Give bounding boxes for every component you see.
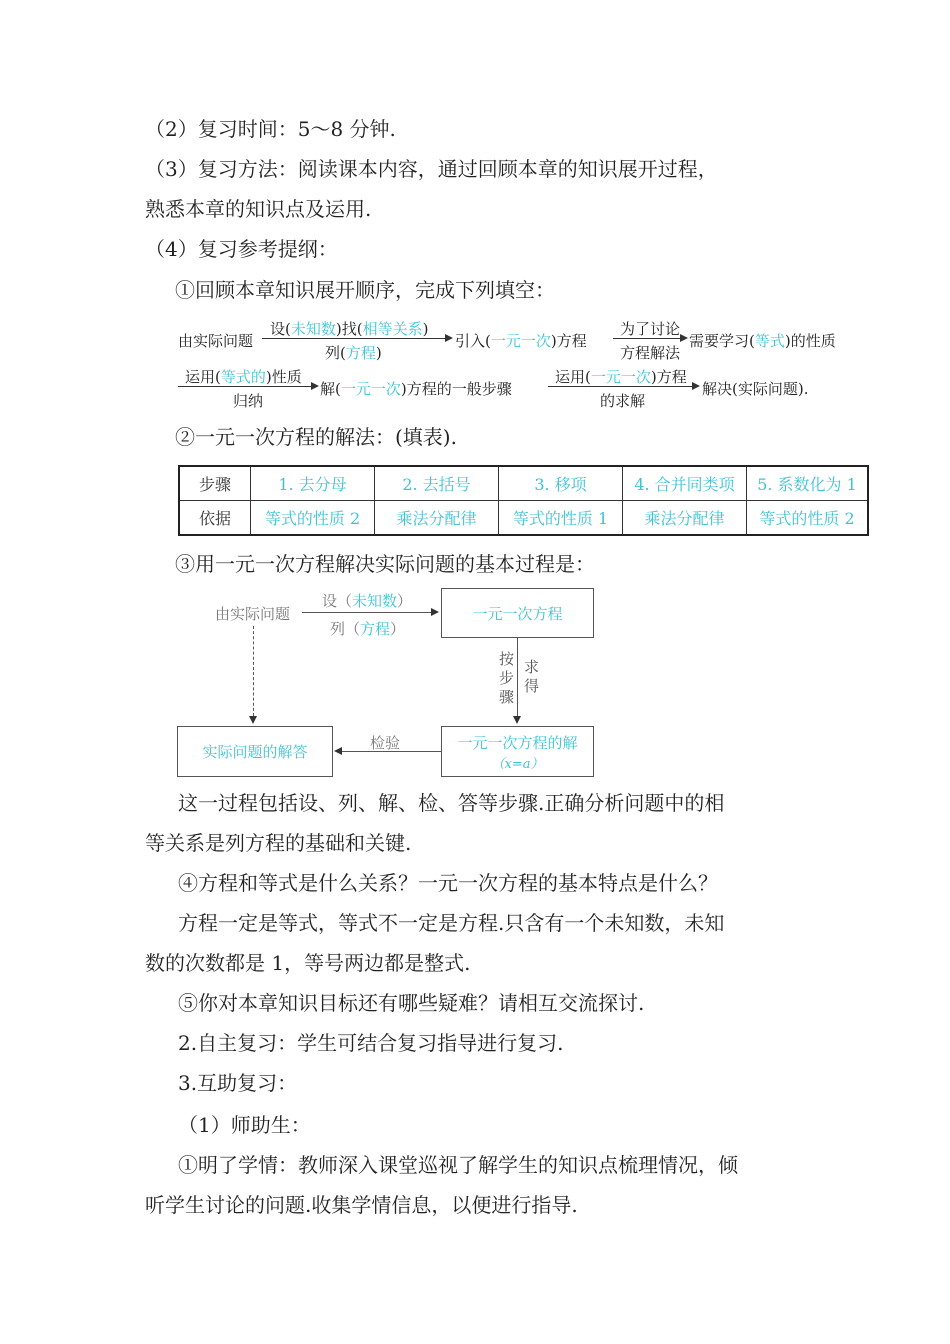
solving-steps-table (178, 465, 869, 536)
flow1-arrow2-bottom: 方程解法 (620, 344, 681, 362)
flow1-arrow3-top: 运用(等式的)性质 (185, 368, 302, 386)
flow2-arrow1-line (302, 612, 432, 613)
flow2-down-head (513, 716, 521, 724)
text-line-2: （3）复习方法：阅读课本内容，通过回顾本章的知识展开过程， (145, 157, 718, 181)
flow2-box-answer: 实际问题的解答 (177, 726, 333, 777)
flow2-dashed-head (249, 716, 257, 724)
text-line-16: （1）师助生： (178, 1113, 311, 1137)
text-line-11: 方程一定是等式，等式不一定是方程.只含有一个未知数，未知 (178, 911, 725, 935)
table-header-steps: 步骤 (179, 466, 251, 501)
table-row (179, 501, 868, 536)
flow1-arrow1-line (262, 338, 446, 339)
table-cell: 3. 移项 (499, 466, 623, 501)
flow2-check-head (334, 747, 342, 755)
flow2-down-left-label: 按步骤 (499, 650, 515, 706)
flow1-arrow4-line (548, 386, 693, 387)
flow2-down-right-label: 求得 (524, 658, 540, 695)
flow1-arrow2-top: 为了讨论 (620, 320, 681, 338)
flow1-arrow1-bottom: 列(方程) (325, 344, 382, 362)
flow2-box-equation: 一元一次方程 (441, 588, 594, 638)
table-cell: 等式的性质 2 (251, 501, 375, 536)
text-line-3: 熟悉本章的知识点及运用. (145, 197, 372, 221)
text-line-4: （4）复习参考提纲： (145, 237, 338, 261)
text-line-10: ④方程和等式是什么关系？一元一次方程的基本特点是什么？ (178, 871, 718, 895)
flow1-node4: 解(一元一次)方程的一般步骤 (320, 380, 512, 398)
flow1-arrow2-head (680, 334, 688, 342)
table-cell: 等式的性质 1 (499, 501, 623, 536)
text-line-8: 这一过程包括设、列、解、检、答等步骤.正确分析问题中的相 (178, 791, 725, 815)
table-cell: 等式的性质 2 (747, 501, 869, 536)
flow1-node5: 解决(实际问题). (702, 380, 809, 398)
table-cell: 乘法分配律 (623, 501, 747, 536)
flow1-arrow3-head (311, 382, 319, 390)
flow2-box-solution: 一元一次方程的解 （x=a） (441, 726, 594, 777)
flow1-arrow4-head (692, 382, 700, 390)
flow2-down-line (517, 638, 518, 718)
table-cell: 乘法分配律 (375, 501, 499, 536)
table-cell: 4. 合并同类项 (623, 466, 747, 501)
text-line-14: 2.自主复习：学生可结合复习指导进行复习. (178, 1031, 564, 1055)
text-line-9: 等关系是列方程的基础和关键. (145, 831, 412, 855)
text-line-13: ⑤你对本章知识目标还有哪些疑难？请相互交流探讨. (178, 991, 645, 1015)
table-cell: 5. 系数化为 1 (747, 466, 869, 501)
flow1-arrow3-bottom: 归纳 (233, 392, 264, 410)
flow1-arrow4-bottom: 的求解 (600, 392, 646, 410)
flow1-arrow1-head (445, 334, 453, 342)
text-line-18: 听学生讨论的问题.收集学情信息，以便进行指导. (145, 1193, 578, 1217)
flow1-start: 由实际问题 (178, 332, 254, 350)
flow1-arrow1-top: 设(未知数)找(相等关系) (270, 320, 429, 338)
table-cell: 2. 去括号 (375, 466, 499, 501)
flow1-arrow3-line (178, 386, 312, 387)
flow1-node2: 引入(一元一次)方程 (455, 332, 587, 350)
text-line-12: 数的次数都是 1，等号两边都是整式. (145, 951, 471, 975)
flow2-start: 由实际问题 (215, 605, 291, 623)
flow2-top-label: 设（未知数） (322, 592, 413, 610)
table-header-basis: 依据 (179, 501, 251, 536)
table-cell: 1. 去分母 (251, 466, 375, 501)
text-line-5: ①回顾本章知识展开顺序，完成下列填空： (175, 278, 555, 302)
flow2-dashed-line (253, 626, 254, 716)
text-line-7: ③用一元一次方程解决实际问题的基本过程是： (175, 552, 595, 576)
text-line-17: ①明了学情：教师深入课堂巡视了解学生的知识点梳理情况，倾 (178, 1153, 738, 1177)
flow1-arrow2-line (613, 338, 681, 339)
flow2-bottom-label: 列（方程） (330, 620, 406, 638)
flow1-node3: 需要学习(等式)的性质 (689, 332, 836, 350)
flow2-arrow1-head (431, 608, 439, 616)
flow1-arrow4-top: 运用(一元一次)方程 (555, 368, 687, 386)
text-line-1: （2）复习时间：5～8 分钟. (145, 117, 396, 141)
text-line-15: 3.互助复习： (178, 1071, 298, 1095)
text-line-6: ②一元一次方程的解法：(填表). (175, 425, 457, 449)
table-row (179, 466, 868, 501)
flow2-check-label: 检验 (370, 734, 401, 752)
